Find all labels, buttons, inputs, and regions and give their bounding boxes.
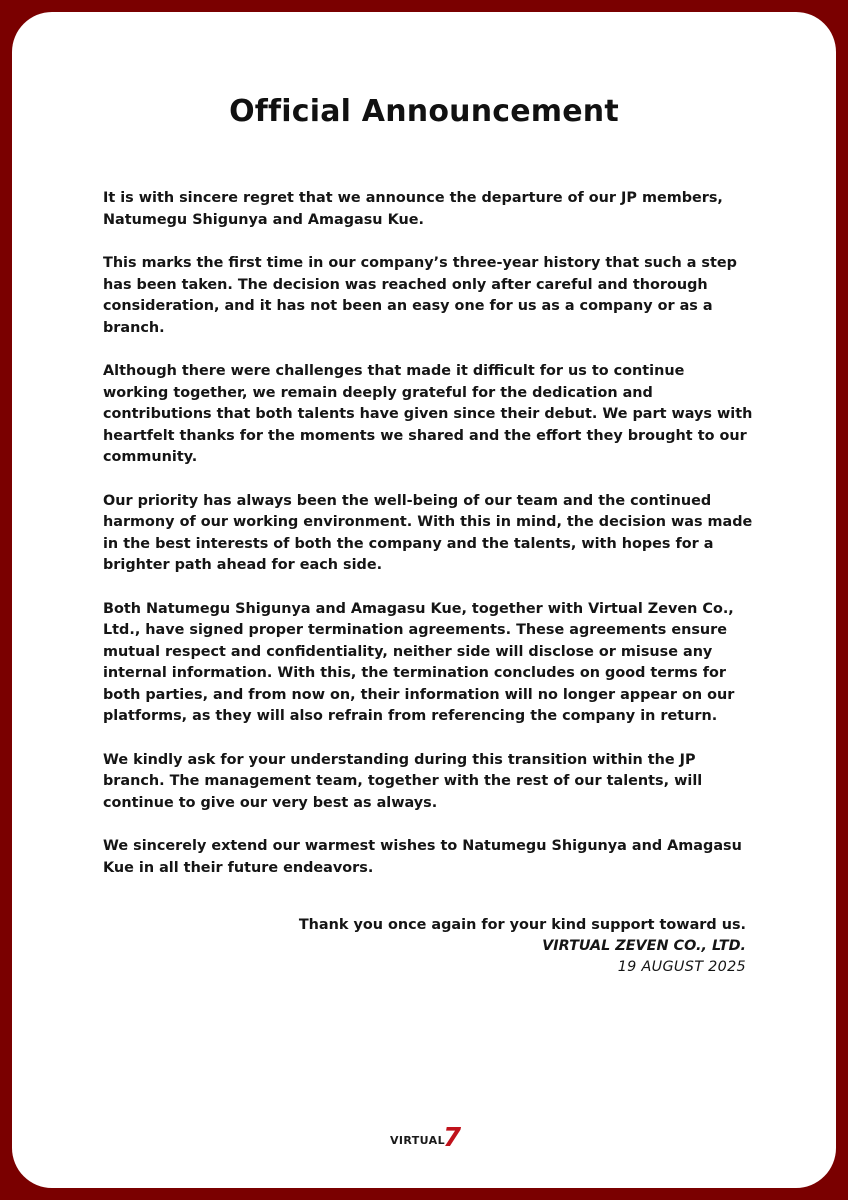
paragraph: Both Natumegu Shigunya and Amagasu Kue, together with Virtual Zeven Co., Ltd., have signed proper termination agreements. These agreements ensure mutual respect and confidentiality, neither side will disclose or misuse any internal information. With this, the termination concludes on good terms for both parties, and from now on, their information will no longer appear on our platforms, as they will also refrain from referencing the company in return. bbox=[103, 600, 735, 724]
logo-seven-mark: 7 bbox=[443, 1123, 462, 1153]
paragraph: We sincerely extend our warmest wishes to Natumegu Shigunya and Amagasu Kue in all their future endeavors. bbox=[103, 838, 742, 876]
company-logo bbox=[390, 1123, 462, 1156]
paragraph: Our priority has always been the well-being of our team and the continued harmony of our working environment. With this in mind, the decision was made in the best interests of both the company and the talents, with hopes for a brighter path ahead for each side. bbox=[103, 492, 753, 573]
closing-thanks: Thank you once again for your kind support toward us. bbox=[298, 917, 746, 933]
logo-wordmark: VIRTUAL bbox=[390, 1134, 446, 1147]
paragraph: We kindly ask for your understanding during this transition within the JP branch. The management team, together with the rest of our talents, will continue to give our very best as always. bbox=[103, 751, 703, 811]
closing-block bbox=[299, 915, 746, 978]
announcement-date: 19 AUGUST 2025 bbox=[617, 959, 746, 975]
company-signature: VIRTUAL ZEVEN CO., LTD. bbox=[542, 938, 746, 954]
paragraph: It is with sincere regret that we announce the departure of our JP members, Natumegu Shigunya and Amagasu Kue. bbox=[103, 190, 723, 228]
paragraph: This marks the first time in our company’s three-year history that such a step has been taken. The decision was reached only after careful and thorough consideration, and it has not been an easy one for us as a company or as a branch. bbox=[103, 255, 737, 336]
announcement-body bbox=[103, 188, 753, 901]
page-title: Official Announcement bbox=[229, 94, 619, 129]
paragraph: Although there were challenges that made it difficult for us to continue working together, we remain deeply grateful for the dedication and contributions that both talents have given since their debut. We part ways with heartfelt thanks for the moments we shared and the effort they brought to our community. bbox=[103, 363, 753, 465]
